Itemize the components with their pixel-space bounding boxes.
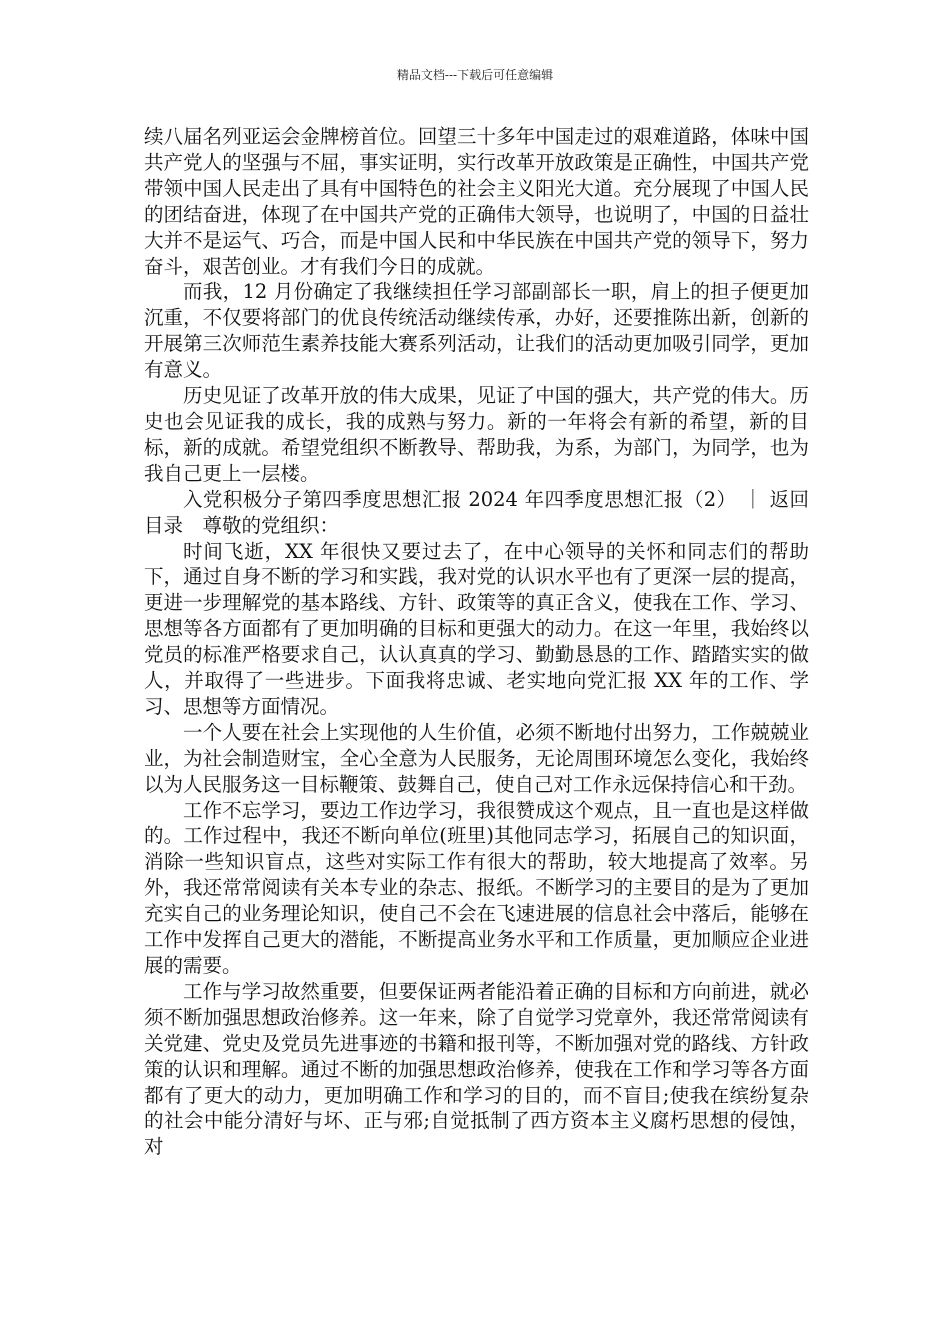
paragraph-6: 工作不忘学习，要边工作边学习，我很赞成这个观点，且一直也是这样做的。工作过程中，我还不断向单位(班里)其他同志学习，拓展自己的知识面，消除一些知识盲点，这些对实际工作有很大的帮助，较大地提高了效率。另外，我还常常阅读有关本专业的杂志、报纸。不断学习的主要目的是为了更加充实自己的业务理论知识，使自己不会在飞速进展的信息社会中落后，能够在工作中发挥自己更大的潜能，不断提高业务水平和工作质量，更加顺应企业进展的需要。: [144, 798, 809, 977]
paragraph-7: 工作与学习故然重要，但要保证两者能沿着正确的目标和方向前进，就必须不断加强思想政治修养。这一年来，除了自觉学习党章外，我还常常阅读有关党建、党史及党员先进事迹的书籍和报刊等，不断加强对党的路线、方针政策的认识和理解。通过不断的加强思想政治修养，使我在工作和学习等各方面都有了更大的动力，更加明确工作和学习的目的，而不盲目;使我在缤纷复杂的社会中能分清好与坏、正与邪;自觉抵制了西方资本主义腐朽思想的侵蚀，对: [144, 979, 809, 1159]
paragraph-1: 续八届名列亚运会金牌榜首位。回望三十多年中国走过的艰难道路，体味中国共产党人的坚强与不屈，事实证明，实行改革开放政策是正确性，中国共产党带领中国人民走出了具有中国特色的社会主义阳光大道。充分展现了中国人民的团结奋进，体现了在中国共产党的正确伟大领导，也说明了，中国的日益壮大并不是运气、巧合，而是中国人民和中华民族在中国共产党的领导下，努力奋斗，艰苦创业。才有我们今日的成就。: [144, 125, 809, 278]
paragraph-2: 而我，12 月份确定了我继续担任学习部副部长一职，肩上的担子便更加沉重，不仅要将部门的优良传统活动继续传承，办好，还要推陈出新，创新的开展第三次师范生素养技能大赛系列活动，让我们的活动更加吸引同学，更加有意义。: [144, 280, 809, 382]
page-header: 精品文档---下载后可任意编辑: [396, 68, 554, 82]
paragraph-4: 时间飞逝，XX 年很快又要过去了，在中心领导的关怀和同志们的帮助下，通过自身不断的学习和实践，我对党的认识水平也有了更深一层的提高，更进一步理解党的基本路线、方针、政策等的真正含义，使我在工作、学习、思想等各方面都有了更加明确的目标和更强大的动力。在这一年里，我始终以党员的标准严格要求自己，认认真真的学习、勤勤恳恳的工作、踏踏实实的做人，并取得了一些进步。下面我将忠诚、老实地向党汇报 XX 年的工作、学习、思想等方面情况。: [144, 539, 809, 718]
document-body: [144, 124, 809, 1160]
section-heading: 入党积极分子第四季度思想汇报 2024 年四季度思想汇报（2） ｜ 返回目录 尊敬的党组织：: [144, 487, 809, 537]
paragraph-5: 一个人要在社会上实现他的人生价值，必须不断地付出努力，工作兢兢业业，为社会制造财宝，全心全意为人民服务，无论周围环境怎么变化，我始终以为人民服务这一目标鞭策、鼓舞自己，使自己对工作永远保持信心和干劲。: [144, 720, 809, 796]
paragraph-3: 历史见证了改革开放的伟大成果，见证了中国的强大，共产党的伟大。历史也会见证我的成长，我的成熟与努力。新的一年将会有新的希望，新的目标，新的成就。希望党组织不断教导、帮助我，为系，为部门，为同学，也为我自己更上一层楼。: [144, 384, 809, 485]
